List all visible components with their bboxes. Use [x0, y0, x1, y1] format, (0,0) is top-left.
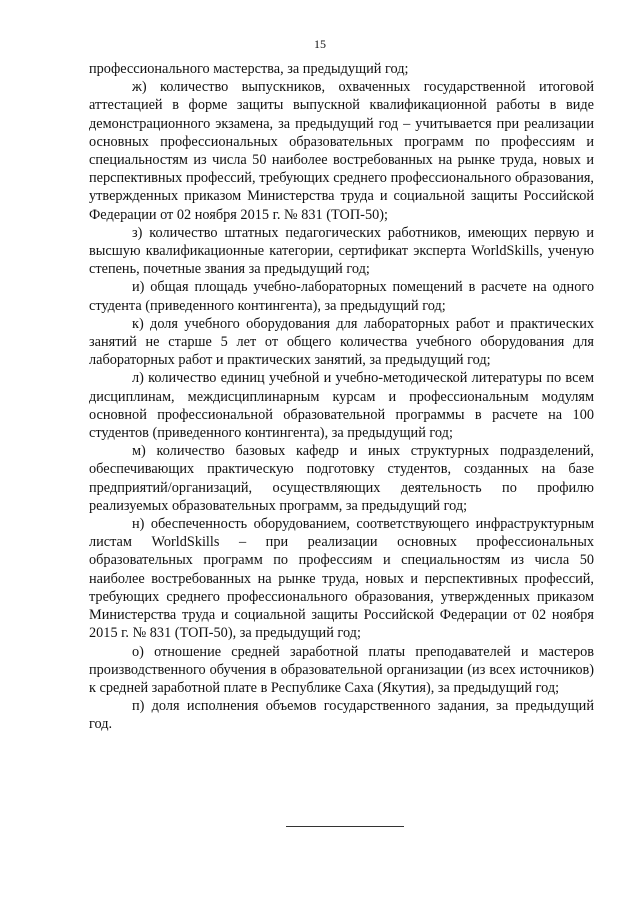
paragraph-item-l: л) количество единиц учебной и учебно-методической литературы по всем дисциплинам, междисциплинарным курсам и профессиональным модулям основной профессиональной образовательной программы в расчете на 100 студентов (приведенного контингента), за предыдущий год;	[89, 370, 594, 442]
paragraph-continuation: профессионального мастерства, за предыдущий год;	[89, 61, 409, 77]
end-divider-line	[286, 826, 404, 827]
page-number: 15	[314, 37, 326, 51]
paragraph-item-p: п) доля исполнения объемов государственного задания, за предыдущий год.	[89, 698, 594, 733]
paragraph-item-k: к) доля учебного оборудования для лабораторных работ и практических занятий не старше 5 лет от общего количества учебного оборудования для лабораторных работ и практических занятий, за предыдущий год;	[89, 315, 594, 369]
paragraph-item-i: и) общая площадь учебно-лабораторных помещений в расчете на одного студента (приведенного контингента), за предыдущий год;	[89, 279, 594, 314]
document-body	[89, 60, 594, 734]
paragraph-item-o: о) отношение средней заработной платы преподавателей и мастеров производственного обучения в образовательной организации (из всех источников) к средней заработной плате в Республике Саха (Якутия), за предыдущий год;	[89, 643, 594, 696]
paragraph-item-m: м) количество базовых кафедр и иных структурных подразделений, обеспечивающих практическую подготовку студентов, созданных на базе предприятий/организаций, осуществляющих деятельность по профилю реализуемых образовательных программ, за предыдущий год;	[89, 443, 594, 514]
paragraph-item-n: н) обеспеченность оборудованием, соответствующего инфраструктурным листам WorldSkills – при реализации основных профессиональных образовательных программ по профессиям и специальностям из числа 50 наиболее востребованных на рынке труда, новых и перспективных профессий, требующих среднего профессионального образования, утвержденных приказом Министерства труда и социальной защиты Российской Федерации от 02 ноября 2015 г. № 831 (ТОП-50), за предыдущий год;	[89, 516, 594, 642]
paragraph-item-z: з) количество штатных педагогических работников, имеющих первую и высшую квалификационные категории, сертификат эксперта WorldSkills, ученую степень, почетные звания за предыдущий год;	[89, 224, 594, 278]
paragraph-item-zh: ж) количество выпускников, охваченных государственной итоговой аттестацией в форме защиты выпускной квалификационной работы в виде демонстрационного экзамена, за предыдущий год – учитывается при реализации основных профессиональных образовательных программ по профессиям и специальностям из числа 50 наиболее востребованных на рынке труда, новых и перспективных профессий, требующих среднего профессионального образования, утвержденных приказом Министерства труда и социальной защиты Российской Федерации от 02 ноября 2015 г. № 831 (ТОП-50);	[89, 79, 594, 223]
